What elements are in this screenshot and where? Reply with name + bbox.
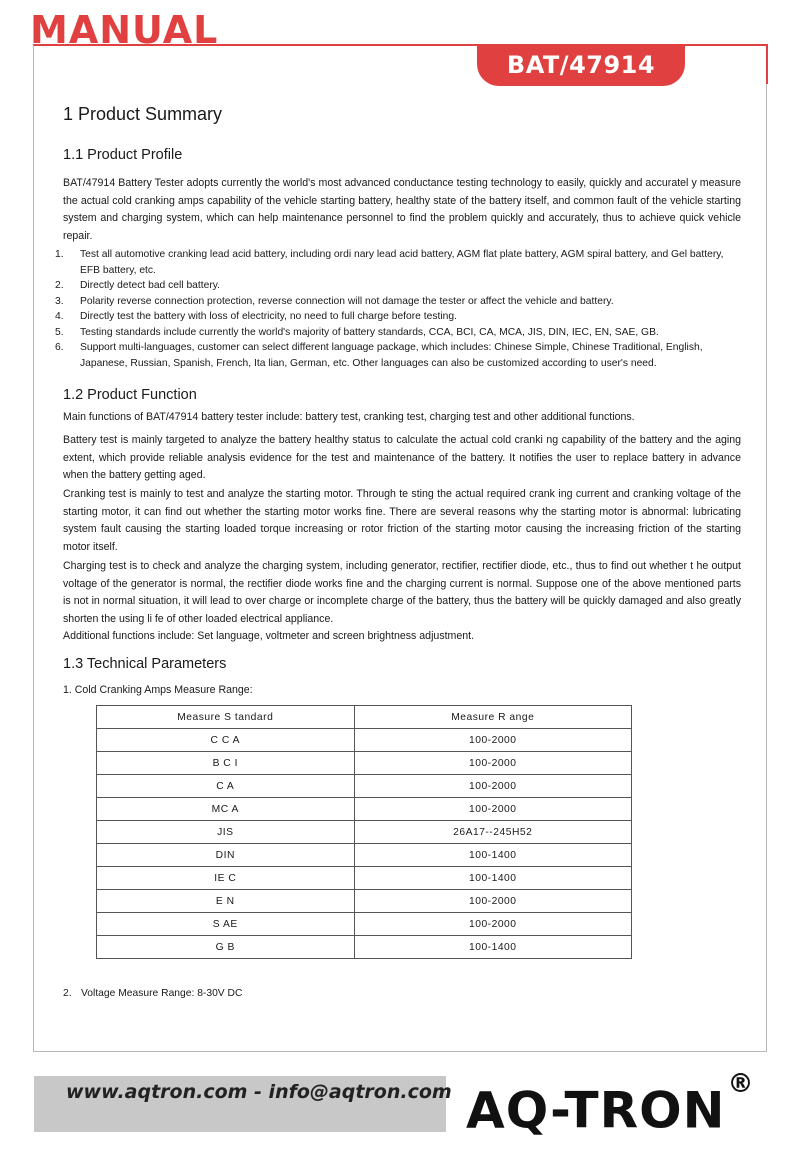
list-item: 3. Polarity reverse connection protection, reverse connection will not damage the tester or affect the vehicle and battery. — [55, 295, 614, 307]
function-main: Main functions of BAT/47914 battery tester include: battery test, cranking test, charging test and other additional functions. — [63, 411, 635, 423]
table-row: C A 100-2000 — [97, 775, 632, 798]
table-row: C C A 100-2000 — [97, 729, 632, 752]
heading-technical-parameters: 1.3 Technical Parameters — [63, 656, 227, 672]
table-row: MC A 100-2000 — [97, 798, 632, 821]
table-row: S AE 100-2000 — [97, 913, 632, 936]
aqtron-logo: AQ-TRON® — [466, 1069, 755, 1140]
footer-contact: www.aqtron.com - info@aqtron.com — [66, 1081, 452, 1103]
table-row: IE C 100-1400 — [97, 867, 632, 890]
function-additional: Additional functions include: Set language, voltmeter and screen brightness adjustment. — [63, 630, 475, 642]
table-row: B C I 100-2000 — [97, 752, 632, 775]
table-row: DIN 100-1400 — [97, 844, 632, 867]
table-row: E N 100-2000 — [97, 890, 632, 913]
manual-label: MANUAL — [30, 8, 219, 52]
feature-list — [55, 247, 741, 371]
heading-product-profile: 1.1 Product Profile — [63, 147, 183, 163]
heading-product-function: 1.2 Product Function — [63, 387, 197, 403]
list-item: 5. Testing standards include currently the world's majority of battery standards, CCA, BCI, CA, MCA, JIS, DIN, IEC, EN, SAE, GB. — [55, 326, 659, 338]
table-header-row — [97, 706, 632, 729]
column-header-standard: Measure S tandard — [97, 706, 355, 729]
measure-range-table — [96, 705, 632, 959]
function-battery-test: Battery test is mainly targeted to analyze the battery healthy status to calculate the actual cold cranki ng capability of the battery and the aging extent, which provide reliable analysis evidence for the test and maintenance of the battery. It notifies the user to replace battery in advance when the battery getting aged. — [63, 434, 741, 481]
function-cranking-test: Cranking test is mainly to test and analyze the starting motor. Through te sting the actual required crank ing current and cranking voltage of the starting motor, it can find out whether the starting motor works fine. There are several reasons why the starting motor is abnormal: lubricating system fault causing the starting loaded torque increasing or rotor friction of the starting motor causing the increasing friction of the starting motor itself. — [63, 488, 741, 553]
registered-mark: ® — [727, 1069, 755, 1099]
list-item: 6. Support multi-languages, customer can select different language package, which includes: Chinese Simple, Chinese Traditional, English, Japanese, Russian, Spanish, French, Ita lian, German, etc. Other languages can also be customized according to user's need. — [55, 342, 703, 369]
list-item: 2. Directly detect bad cell battery. — [55, 280, 221, 291]
model-tab: BAT/47914 — [477, 44, 685, 86]
table-row: JIS 26A17--245H52 — [97, 821, 632, 844]
voltage-range-item: 2. Voltage Measure Range: 8-30V DC — [63, 988, 243, 999]
profile-intro: BAT/47914 Battery Tester adopts currently the world's most advanced conductance testing technology to easily, quickly and accuratel y measure the actual cold cranking amps capability of the vehicle starting battery, healthy state of the battery itself, and common fault of the vehicle starting system and charging system, which can help maintenance personnel to find the problem quickly and accurately, thus to achieve quick vehicle repair. — [63, 177, 741, 242]
column-header-range: Measure R ange — [354, 706, 631, 729]
list-item: 1. Test all automotive cranking lead acid battery, including ordi nary lead acid battery, AGM flat plate battery, AGM spiral battery, and Gel battery, EFB battery, etc. — [55, 249, 724, 276]
cca-range-label: 1. Cold Cranking Amps Measure Range: — [63, 684, 253, 696]
list-item: 4. Directly test the battery with loss of electricity, no need to full charge before testing. — [55, 311, 457, 322]
section-title: 1 Product Summary — [63, 104, 223, 124]
table-row: G B 100-1400 — [97, 936, 632, 959]
function-charging-test: Charging test is to check and analyze the charging system, including generator, rectifier, rectifier diode, etc., thus to find out whether t he output voltage of the generator is normal, the rectifier diode works fine and the charging current is normal. Suppose one of the above mentioned parts is not in normal situation, it will lead to over charge or incomplete charge of the battery, thus the battery will be quickly damaged and also greatly shorten the using li fe of other loaded electrical appliance. — [63, 560, 741, 625]
